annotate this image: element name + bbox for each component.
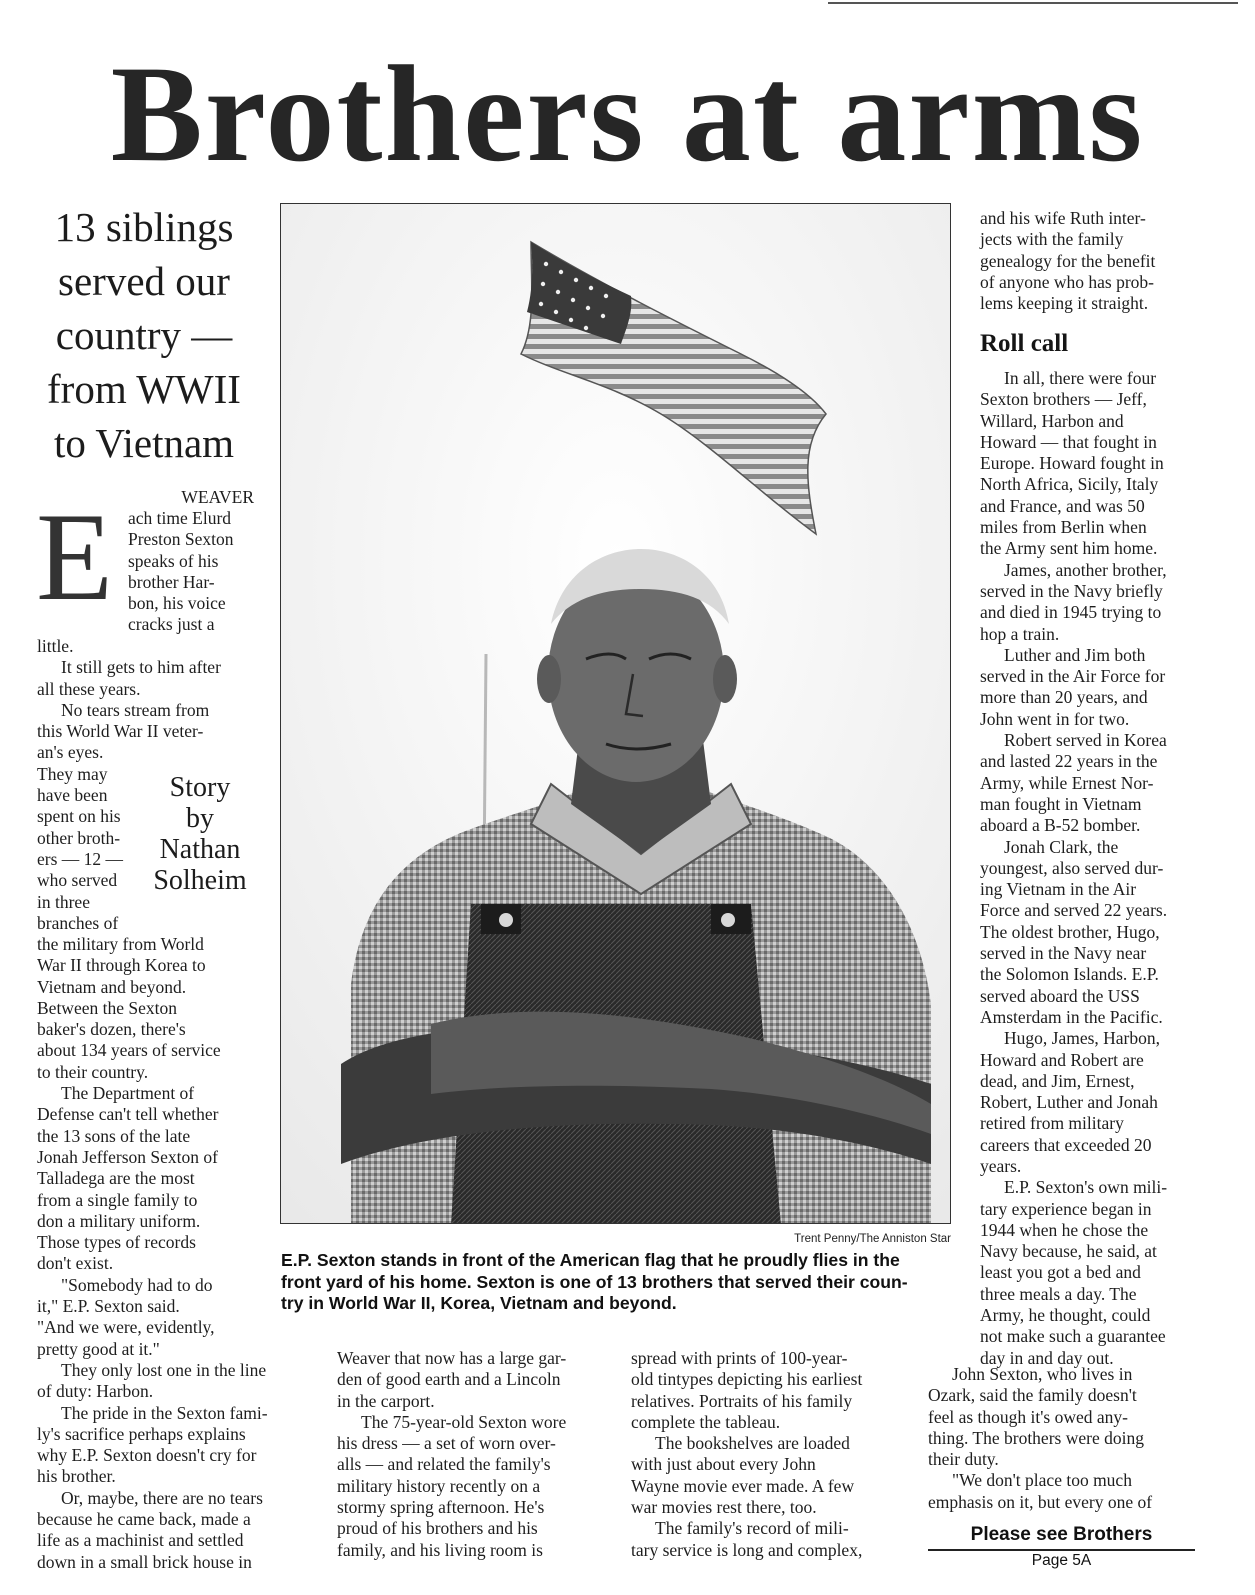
text-line: Vietnam and beyond. [37, 976, 187, 997]
text-line: "And we were, evidently, [37, 1317, 215, 1338]
text-line: years. [980, 1155, 1022, 1176]
text-line: ach time Elurd [128, 508, 232, 528]
column-1-bottom [37, 934, 307, 1573]
caption-line: E.P. Sexton stands in front of the American flag that he proudly flies in the [281, 1250, 900, 1270]
text-line: down in a small brick house in [37, 1551, 252, 1572]
text-line: careers that exceeded 20 [980, 1134, 1152, 1155]
text-line: old tintypes depicting his earliest [631, 1369, 863, 1390]
photo-credit: Trent Penny/The Anniston Star [794, 1233, 951, 1245]
text-line: Talladega are the most [37, 1168, 195, 1189]
text-line: Europe. Howard fought in [980, 453, 1164, 474]
text-line: bon, his voice [128, 593, 226, 614]
text-line: jects with the family [980, 229, 1124, 250]
text-line: den of good earth and a Lincoln [337, 1369, 561, 1390]
text-line: tary experience began in [980, 1198, 1152, 1219]
byline [148, 772, 252, 896]
text-line: hop a train. [980, 623, 1060, 644]
text-line: youngest, also served dur- [980, 857, 1164, 878]
text-line: other broth- [37, 827, 121, 848]
text-line: John went in for two. [980, 708, 1130, 729]
text-line: because he came back, made a [37, 1509, 251, 1530]
text-line: in the carport. [337, 1390, 435, 1411]
text-line: The bookshelves are loaded [655, 1433, 850, 1454]
text-line: who served [37, 870, 118, 891]
photo-caption [281, 1250, 961, 1315]
text-line: North Africa, Sicily, Italy [980, 474, 1159, 495]
text-line: The oldest brother, Hugo, [980, 921, 1160, 942]
text-line: and lasted 22 years in the [980, 751, 1158, 772]
deck-line: 13 siblings [54, 204, 234, 250]
text-line: Howard — that fought in [980, 431, 1157, 452]
text-line: Defense can't tell whether [37, 1104, 219, 1125]
text-line: speaks of his [128, 550, 219, 571]
text-line: man fought in Vietnam [980, 793, 1142, 814]
text-line: Howard and Robert are [980, 1049, 1144, 1070]
text-line: brother Har- [128, 571, 215, 592]
byline-line: Solheim [153, 865, 247, 896]
text-line: Wayne movie ever made. A few [631, 1475, 855, 1496]
text-line: aboard a B-52 bomber. [980, 815, 1141, 836]
text-line: They may [37, 763, 108, 784]
column-4 [980, 368, 1200, 1369]
text-line: this World War II veter- [37, 721, 204, 742]
text-line: baker's dozen, there's [37, 1019, 186, 1040]
deck-line: from WWII [47, 366, 241, 412]
headline: Brothers at arms [110, 37, 1145, 190]
text-line: miles from Berlin when [980, 517, 1147, 538]
text-line: not make such a guarantee [980, 1326, 1166, 1347]
text-line: served in the Air Force for [980, 666, 1166, 687]
jump-rule [928, 1549, 1195, 1551]
text-line: don't exist. [37, 1253, 114, 1274]
text-line: cracks just a [128, 614, 215, 635]
drop-cap: E [36, 488, 113, 627]
text-line: least you got a bed and [980, 1262, 1141, 1283]
text-line: Jonah Jefferson Sexton of [37, 1146, 218, 1167]
text-line: Hugo, James, Harbon, [1004, 1028, 1161, 1049]
text-line: Robert, Luther and Jonah [980, 1092, 1158, 1113]
caption-line: try in World War II, Korea, Vietnam and beyond. [281, 1293, 677, 1314]
text-line: life as a machinist and settled [37, 1530, 244, 1551]
caption-line: front yard of his home. Sexton is one of 13 brothers that served their coun- [281, 1271, 908, 1292]
photo-illustration [281, 204, 951, 1224]
column-4-bottom [928, 1364, 1198, 1513]
text-line: branches of [37, 912, 119, 933]
text-line: Willard, Harbon and [980, 410, 1124, 431]
dateline [170, 487, 254, 508]
text-line: "We don't place too much [952, 1470, 1132, 1491]
byline-line: by [186, 803, 214, 834]
text-line: stormy spring afternoon. He's [337, 1497, 545, 1518]
text-line: and his wife Ruth inter- [980, 208, 1146, 228]
text-line: the military from World [37, 934, 204, 954]
text-line: feel as though it's owed any- [928, 1406, 1128, 1427]
text-line: why E.P. Sexton doesn't cry for [37, 1445, 257, 1466]
text-line: genealogy for the benefit [980, 250, 1156, 271]
text-line: retired from military [980, 1113, 1124, 1134]
text-line: spread with prints of 100-year- [631, 1348, 848, 1368]
text-line: his brother. [37, 1466, 116, 1487]
text-line: served in the Navy briefly [980, 580, 1163, 601]
text-line: the Solomon Islands. E.P. [980, 964, 1159, 985]
text-line: Ozark, said the family doesn't [928, 1385, 1137, 1406]
text-line: military history recently on a [337, 1475, 541, 1496]
text-line: Between the Sexton [37, 997, 177, 1018]
text-line: E.P. Sexton's own mili- [1004, 1177, 1168, 1198]
text-line: Amsterdam in the Pacific. [980, 1006, 1163, 1027]
deck [30, 200, 258, 470]
deck-line: to Vietnam [53, 420, 235, 466]
text-line: The 75-year-old Sexton wore [361, 1411, 567, 1432]
text-line: an's eyes. [37, 742, 104, 763]
text-line: of duty: Harbon. [37, 1381, 154, 1402]
text-line: Preston Sexton [128, 529, 234, 550]
text-line: thing. The brothers were doing [928, 1427, 1144, 1448]
text-line: Sexton brothers — Jeff, [980, 389, 1147, 410]
jump-page: Page 5A [1031, 1552, 1092, 1569]
text-line: tary service is long and complex, [631, 1539, 863, 1560]
text-line: in three [37, 891, 90, 912]
text-line: The pride in the Sexton fami- [61, 1402, 268, 1423]
text-line: proud of his brothers and his [337, 1518, 538, 1539]
byline-line: Story [169, 772, 231, 803]
text-line: day in and day out. [980, 1347, 1114, 1368]
text-line: pretty good at it." [37, 1338, 160, 1359]
text-line: served in the Navy near [980, 943, 1147, 964]
text-line: spent on his [37, 806, 121, 827]
text-line: lems keeping it straight. [980, 293, 1149, 314]
text-line: emphasis on it, but every one of [928, 1491, 1153, 1512]
text-line: the Army sent him home. [980, 538, 1158, 559]
text-line: war movies rest there, too. [631, 1497, 817, 1518]
text-line: In all, there were four [1004, 368, 1157, 388]
text-line: served aboard the USS [980, 985, 1140, 1006]
column-4-top [980, 208, 1195, 314]
text-line: dead, and Jim, Ernest, [980, 1070, 1135, 1091]
text-line: to their country. [37, 1061, 149, 1082]
dropcap-text [128, 508, 234, 636]
column-3 [631, 1348, 916, 1561]
text-line: don a military uniform. [37, 1210, 201, 1231]
text-line: ers — 12 — [37, 848, 124, 869]
text-line: They only lost one in the line [61, 1359, 267, 1380]
subhead-roll-call: Roll call [980, 330, 1069, 357]
text-line: Robert served in Korea [1004, 730, 1167, 751]
text-line: War II through Korea to [37, 955, 206, 976]
text-line: No tears stream from [61, 699, 210, 720]
text-line: "Somebody had to do [61, 1274, 213, 1295]
text-line: complete the tableau. [631, 1411, 781, 1432]
text-line: relatives. Portraits of his family [631, 1390, 853, 1411]
text-line: about 134 years of service [37, 1040, 221, 1061]
text-line: John Sexton, who lives in [952, 1364, 1133, 1384]
text-line: Navy because, he said, at [980, 1241, 1157, 1262]
text-line: of anyone who has prob- [980, 271, 1154, 292]
text-line: Army, while Ernest Nor- [980, 772, 1154, 793]
text-line: 1944 when he chose the [980, 1219, 1149, 1240]
deck-line: served our [58, 258, 230, 304]
text-line: James, another brother, [1004, 559, 1167, 580]
top-rule [828, 2, 1238, 4]
text-line: ly's sacrifice perhaps explains [37, 1423, 246, 1444]
text-line: and France, and was 50 [980, 495, 1145, 516]
text-line: have been [37, 785, 108, 806]
text-line: It still gets to him after [61, 657, 221, 678]
text-line: ing Vietnam in the Air [980, 879, 1137, 900]
text-line: Or, maybe, there are no tears [61, 1487, 263, 1508]
text-line: with just about every John [631, 1454, 816, 1475]
dateline-word: WEAVER [181, 487, 254, 507]
text-line: alls — and related the family's [337, 1454, 551, 1475]
text-line: Luther and Jim both [1004, 644, 1146, 665]
text-line: Jonah Clark, the [1004, 836, 1119, 857]
text-line: more than 20 years, and [980, 687, 1148, 708]
text-line: all these years. [37, 678, 141, 699]
photo [280, 203, 951, 1224]
text-line: The Department of [61, 1083, 195, 1104]
byline-line: Nathan [159, 834, 241, 865]
text-line: the 13 sons of the late [37, 1125, 191, 1146]
text-line: their duty. [928, 1449, 999, 1470]
text-line: little. [37, 636, 74, 656]
text-line: his dress — a set of worn over- [337, 1433, 556, 1454]
text-line: family, and his living room is [337, 1539, 543, 1560]
text-line: Weaver that now has a large gar- [337, 1348, 567, 1368]
column-2 [337, 1348, 612, 1561]
text-line: it," E.P. Sexton said. [37, 1296, 180, 1317]
text-line: from a single family to [37, 1189, 198, 1210]
text-line: Those types of records [37, 1232, 196, 1253]
text-line: and died in 1945 trying to [980, 602, 1162, 623]
jump-link[interactable]: Please see Brothers [970, 1524, 1153, 1545]
text-line: The family's record of mili- [655, 1518, 849, 1539]
text-line: Army, he thought, could [980, 1305, 1151, 1326]
text-line: three meals a day. The [980, 1283, 1137, 1304]
deck-line: country — [55, 312, 233, 358]
text-line: Force and served 22 years. [980, 900, 1168, 921]
